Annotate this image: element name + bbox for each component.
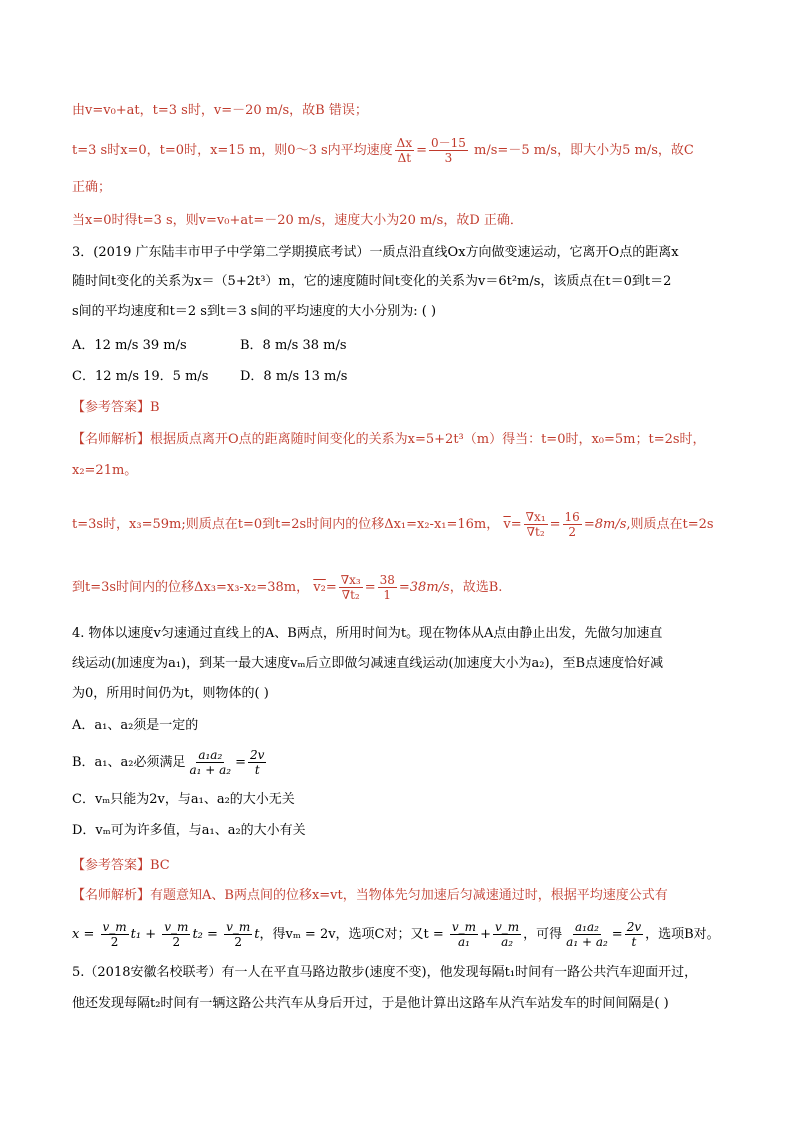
fraction bbox=[187, 748, 233, 777]
fraction bbox=[395, 136, 414, 165]
numerator: v_m bbox=[164, 920, 189, 934]
text-span: t=3 s时x=0，t=0时，x=15 m，则0～3 s内平均速度 bbox=[72, 143, 393, 158]
text-span: m/s=－5 m/s，即大小为5 m/s，故C bbox=[474, 143, 694, 158]
math-symbol: x = bbox=[72, 927, 95, 942]
numerator: 2v bbox=[250, 748, 265, 762]
math-symbol: v₂ bbox=[313, 580, 326, 595]
math-symbol: t₂ = bbox=[192, 927, 218, 942]
math-symbol: t bbox=[254, 927, 260, 942]
denominator: a₂ bbox=[501, 935, 514, 949]
fraction bbox=[101, 920, 129, 949]
numerator: v_m bbox=[451, 920, 477, 934]
math-symbol: = bbox=[235, 755, 247, 770]
fraction bbox=[429, 136, 468, 165]
reference-answer: 【参考答案】B bbox=[72, 400, 160, 415]
question-5-line: 他还发现每隔t₂时间有一辆这路公共汽车从身后开过，于是他计算出这路车从汽车站发车的时间间隔是( ) bbox=[72, 996, 669, 1011]
fraction bbox=[248, 748, 266, 777]
text-span: ,则质点在t=2s bbox=[626, 517, 714, 532]
text-span: t=3s时，x₃=59m;则质点在t=0到t=2s时间内的位移Δx₁=x₂-x₁=16m， bbox=[72, 517, 500, 532]
text-span: ，得vₘ = 2v，选项C对；又t = bbox=[259, 927, 444, 942]
numerator: 2v bbox=[626, 920, 642, 934]
fraction bbox=[625, 920, 643, 949]
numerator: v_m bbox=[494, 920, 520, 934]
fraction bbox=[493, 920, 521, 949]
text-span: B．a₁、a₂必须满足 bbox=[72, 755, 186, 770]
denominator: Δt bbox=[397, 151, 412, 165]
numerator: ∇x₁ bbox=[525, 510, 546, 524]
option-c: C．vₘ只能为2v，与a₁、a₂的大小无关 bbox=[72, 792, 295, 807]
math-symbol: =8m/s bbox=[583, 517, 627, 532]
math-symbol: t₁ + bbox=[130, 927, 157, 942]
fraction bbox=[162, 920, 190, 949]
denominator: 3 bbox=[444, 151, 453, 165]
question-4-line: 线运动(加速度为a₁)，到某一最大速度vₘ后立即做匀减速直线运动(加速度大小为a₂)，至B点速度恰好减 bbox=[72, 656, 664, 671]
option-b bbox=[72, 748, 268, 777]
text-line: 当x=0时得t=3 s，则v=v₀+at=－20 m/s，速度大小为20 m/s，故D 正确． bbox=[72, 213, 523, 228]
denominator: a₁ bbox=[458, 935, 470, 949]
question-5-line: 5.（2018安徽名校联考）有一人在平直马路边散步(速度不变)，他发现每隔t₁时间有一路公共汽车迎面开过， bbox=[72, 965, 698, 980]
option-d: D．8 m/s 13 m/s bbox=[240, 369, 348, 384]
denominator: t bbox=[631, 935, 637, 949]
option-d: D．vₘ可为许多值，与a₁、a₂的大小有关 bbox=[72, 823, 306, 838]
denominator: 1 bbox=[383, 588, 392, 602]
fraction bbox=[564, 920, 610, 949]
option-c: C．12 m/s 19．5 m/s bbox=[72, 369, 209, 384]
fraction bbox=[563, 510, 582, 539]
numerator: a₁a₂ bbox=[575, 920, 599, 934]
denominator: 2 bbox=[568, 525, 576, 539]
analysis-line: 【名师解析】根据质点离开O点的距离随时间变化的关系为x=5+2t³（m）得当：t=0时，x₀=5m；t=2s时， bbox=[72, 432, 706, 447]
numerator: Δx bbox=[396, 136, 413, 150]
text-line: 正确； bbox=[72, 180, 112, 195]
question-3-line: 3．(2019 广东陆丰市甲子中学第二学期摸底考试）一质点沿直线Ox方向做变速运动，它离开O点的距离x bbox=[72, 245, 679, 260]
math-symbol: = bbox=[364, 580, 376, 595]
question-3-line: s间的平均速度和t＝2 s到t＝3 s间的平均速度的大小分别为: ( ) bbox=[72, 304, 437, 319]
math-symbol: = bbox=[611, 927, 623, 942]
question-3-line: 随时间t变化的关系为x＝（5+2t³）m，它的速度随时间t变化的关系为v＝6t²m/s，该质点在t＝0到t＝2 bbox=[72, 274, 672, 289]
math-symbol: = bbox=[549, 517, 561, 532]
denominator: t bbox=[254, 763, 260, 777]
numerator: 16 bbox=[564, 510, 580, 524]
denominator: 2 bbox=[110, 935, 119, 949]
denominator: ∇t₂ bbox=[341, 588, 360, 602]
math-symbol: $\overline{v}$ bbox=[503, 517, 511, 532]
numerator: v_m bbox=[102, 920, 127, 934]
math-symbol: =38m/s bbox=[398, 580, 450, 595]
numerator: 38 bbox=[379, 573, 395, 587]
text-span: ，可得 bbox=[523, 927, 563, 942]
analysis-equation-line bbox=[72, 920, 720, 949]
option-a: A．a₁、a₂须是一定的 bbox=[72, 718, 199, 733]
analysis-line: 【名师解析】有题意知A、B两点间的位移x=vt，当物体先匀加速后匀减速通过时，根据平均速度公式有 bbox=[72, 888, 668, 903]
numerator: ∇x₃ bbox=[340, 573, 361, 587]
numerator: a₁a₂ bbox=[198, 748, 223, 762]
analysis-line bbox=[72, 573, 502, 602]
denominator: 2 bbox=[234, 935, 242, 949]
text-line: 由v=v₀+at，t=3 s时，v=－20 m/s，故B 错误； bbox=[72, 103, 368, 118]
fraction bbox=[224, 920, 252, 949]
option-b: B．8 m/s 38 m/s bbox=[240, 338, 347, 353]
math-symbol: = bbox=[325, 580, 337, 595]
question-4-line: 为0，所用时间仍为t，则物体的( ) bbox=[72, 686, 269, 701]
analysis-line bbox=[72, 510, 714, 539]
fraction bbox=[339, 573, 363, 602]
denominator: 2 bbox=[172, 935, 181, 949]
fraction bbox=[524, 510, 548, 539]
option-a: A．12 m/s 39 m/s bbox=[72, 338, 187, 353]
text-line: t=3 s时x=0，t=0时，x=15 m，则0～3 s内平均速度 $\frac{\Delta x}{\Delta t}$ = $\frac{0-15}{3}$ m/s=－5 m/s，即大小为5 m/s，故C bbox=[72, 136, 694, 165]
denominator: a₁ + a₂ bbox=[566, 935, 608, 949]
math-symbol: + bbox=[480, 927, 491, 942]
text-span: 到t=3s时间内的位移Δx₃=x₃-x₂=38m， bbox=[72, 580, 310, 595]
numerator: 0－15 bbox=[431, 136, 466, 150]
fraction bbox=[378, 573, 397, 602]
text-span: ，选项B对。 bbox=[645, 927, 720, 942]
fraction bbox=[450, 920, 478, 949]
reference-answer: 【参考答案】BC bbox=[72, 858, 170, 873]
text-span: ，故选B. bbox=[449, 580, 503, 595]
math-symbol: = bbox=[510, 517, 522, 532]
denominator: ∇t₂ bbox=[526, 525, 545, 539]
question-4-line: 4. 物体以速度v匀速通过直线上的A、B两点，所用时间为t。现在物体从A点由静止出发，先做匀加速直 bbox=[72, 626, 663, 641]
analysis-line: x₂=21m。 bbox=[72, 463, 138, 478]
denominator: a₁ + a₂ bbox=[189, 763, 232, 777]
numerator: v_m bbox=[226, 920, 251, 934]
